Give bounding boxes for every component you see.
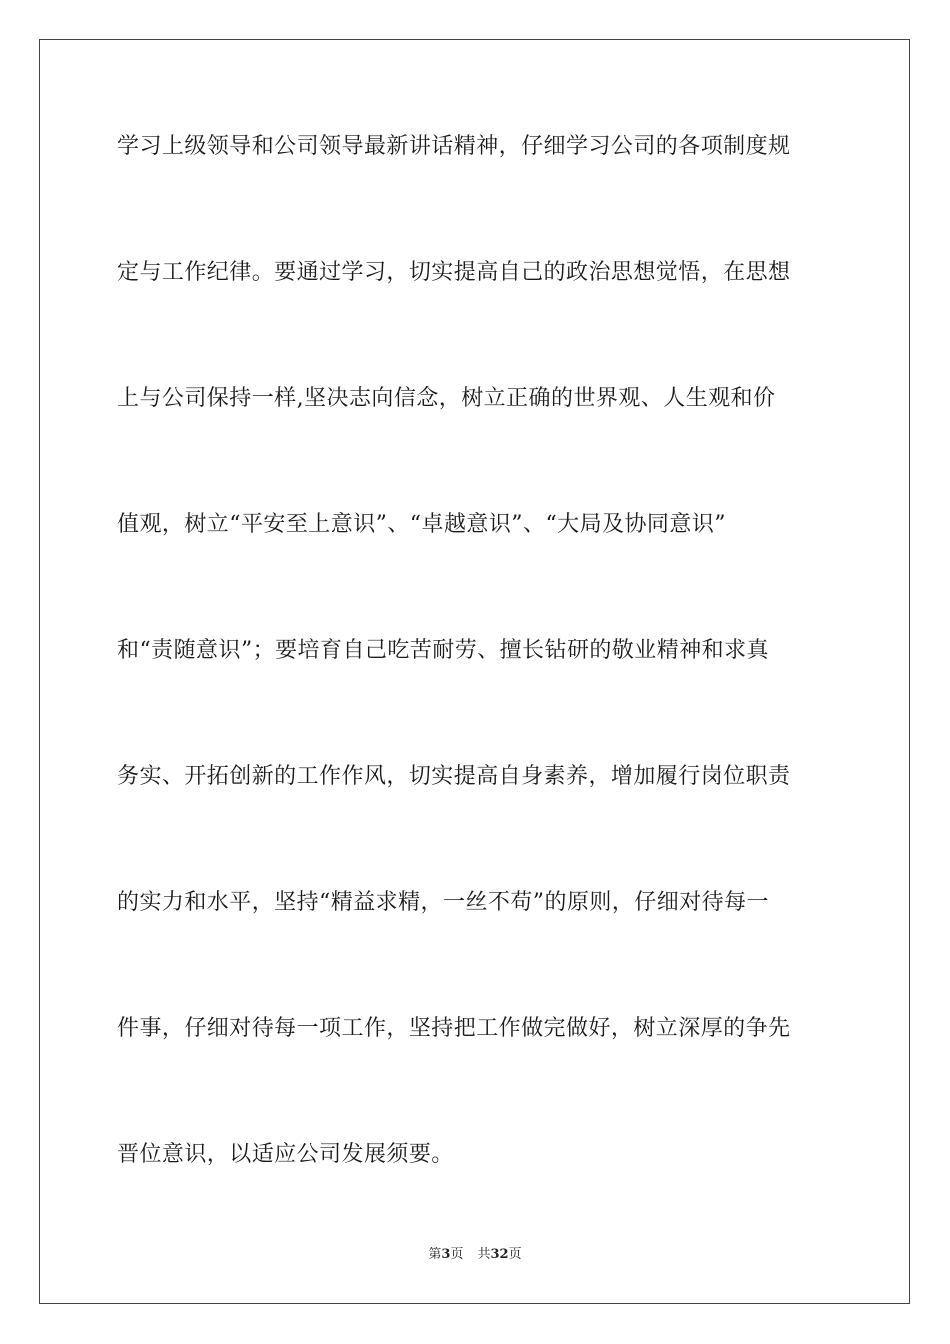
paragraph-line-4: 值观，树立“平安至上意识”、“卓越意识”、“大局及协同意识”: [117, 512, 726, 537]
total-prefix: 共: [477, 1247, 491, 1262]
paragraph-line-9: 晋位意识，以适应公司发展须要。: [117, 1142, 454, 1167]
total-suffix: 页: [508, 1247, 522, 1262]
page-suffix: 页: [450, 1247, 464, 1262]
paragraph-line-2: 定与工作纪律。要通过学习，切实提高自己的政治思想觉悟，在思想: [117, 260, 791, 285]
document-body: [117, 126, 833, 1175]
paragraph-line-5: 和“责随意识”；要培育自己吃苦耐劳、擅长钻研的敬业精神和求真: [117, 638, 769, 663]
page-prefix: 第: [428, 1247, 442, 1262]
paragraph-line-6: 务实、开拓创新的工作作风，切实提高自身素养，增加履行岗位职责: [117, 764, 791, 789]
paragraph-line-7: 的实力和水平，坚持“精益求精，一丝不苟”的原则，仔细对待每一: [117, 890, 769, 915]
page-number: 3: [441, 1247, 451, 1262]
paragraph-line-3: 上与公司保持一样,坚决志向信念，树立正确的世界观、人生观和价: [117, 386, 776, 411]
total-pages: 32: [490, 1247, 509, 1262]
page-footer: [0, 1246, 950, 1264]
paragraph-line-8: 件事，仔细对待每一项工作，坚持把工作做完做好，树立深厚的争先: [117, 1016, 791, 1041]
paragraph-line-1: 学习上级领导和公司领导最新讲话精神，仔细学习公司的各项制度规: [117, 134, 791, 159]
